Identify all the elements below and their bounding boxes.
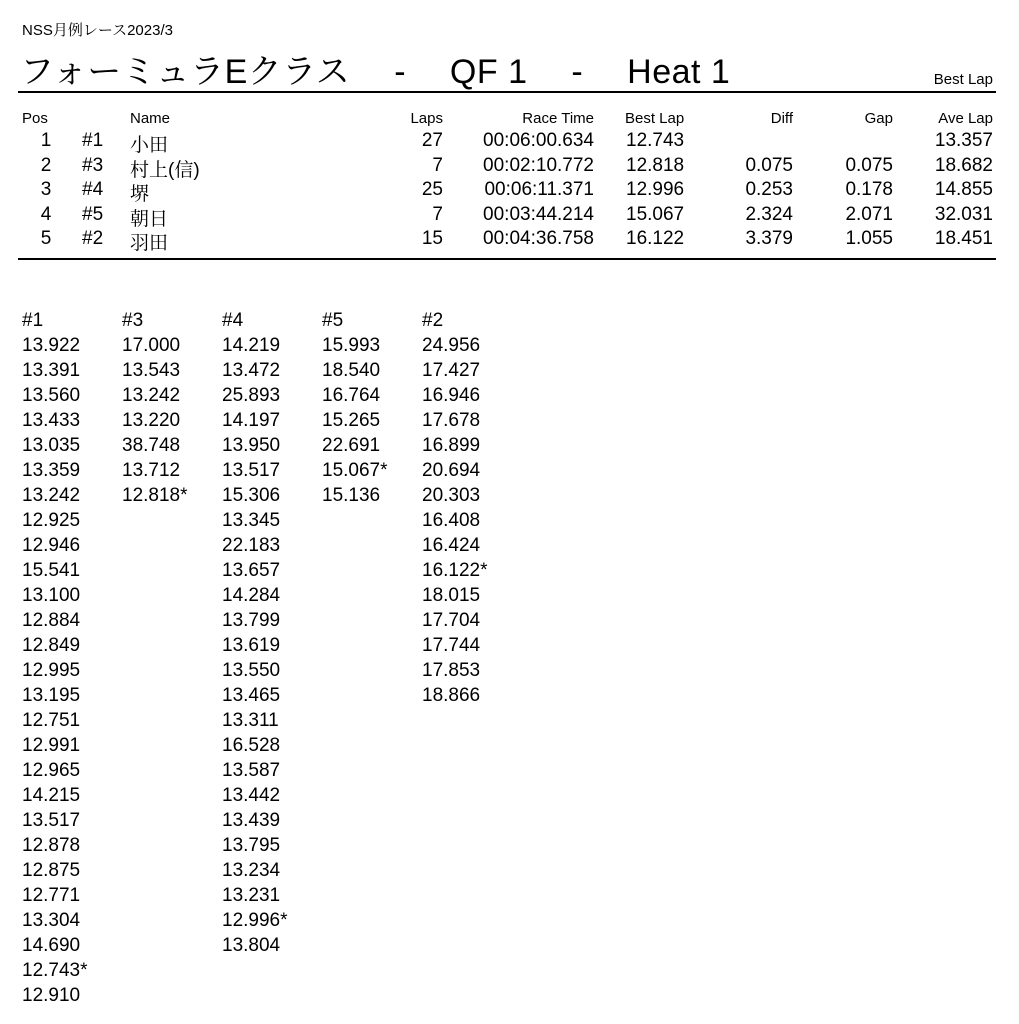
table-row xyxy=(0,228,1019,253)
lap-time: 13.100 xyxy=(22,585,81,606)
result-name: 堺 xyxy=(130,184,150,205)
table-row xyxy=(0,155,1019,180)
lap-time: 15.136 xyxy=(322,485,381,506)
col-name: Name xyxy=(130,110,171,127)
lap-time: 15.306 xyxy=(222,485,281,506)
lap-time: 13.465 xyxy=(222,685,281,706)
result-number: #2 xyxy=(82,228,104,249)
result-number: #4 xyxy=(82,179,104,200)
title-separator: - xyxy=(571,53,584,91)
lap-time: 13.345 xyxy=(222,510,281,531)
title-separator: - xyxy=(394,53,407,91)
result-name: 小田 xyxy=(130,135,169,156)
result-gap: 0.178 xyxy=(845,179,893,200)
lap-time: 13.950 xyxy=(222,435,281,456)
lap-time: 14.215 xyxy=(22,785,81,806)
lap-time: 13.472 xyxy=(222,360,281,381)
lap-time: 14.284 xyxy=(222,585,281,606)
result-laps: 7 xyxy=(432,154,443,176)
lap-time: 13.035 xyxy=(22,435,81,456)
lap-time: 18.866 xyxy=(422,685,481,706)
lap-time: 18.540 xyxy=(322,360,381,381)
result-diff: 2.324 xyxy=(745,203,793,225)
lap-time: 13.234 xyxy=(222,860,281,881)
page-title xyxy=(20,44,730,93)
lap-time: 13.922 xyxy=(22,335,81,356)
lap-time: 13.657 xyxy=(222,560,281,581)
lap-time: 12.771 xyxy=(22,885,81,906)
lap-time: 16.424 xyxy=(422,535,481,556)
lap-time: 15.541 xyxy=(22,560,81,581)
lap-time: 12.946 xyxy=(22,535,81,556)
header-divider xyxy=(18,91,996,93)
col-ave-lap: Ave Lap xyxy=(938,110,993,127)
lap-time: 13.619 xyxy=(222,635,281,656)
lap-time: 15.265 xyxy=(322,410,381,431)
result-pos: 1 xyxy=(40,130,52,151)
lap-time: 13.517 xyxy=(222,460,281,481)
result-number: #5 xyxy=(82,203,104,225)
result-diff: 0.253 xyxy=(745,179,793,200)
result-laps: 25 xyxy=(421,179,443,200)
result-gap: 0.075 xyxy=(845,154,893,176)
lap-time: 13.195 xyxy=(22,685,81,706)
results-table xyxy=(0,110,1019,253)
lap-column xyxy=(422,308,488,708)
result-gap: 1.055 xyxy=(845,228,893,249)
lap-time: 24.956 xyxy=(422,335,481,356)
lap-time: 12.925 xyxy=(22,510,81,531)
result-best-lap: 15.067 xyxy=(626,203,685,225)
lap-time: 16.528 xyxy=(222,735,281,756)
result-race-time: 00:06:11.371 xyxy=(484,179,594,200)
lap-column xyxy=(222,308,288,958)
lap-time: 13.795 xyxy=(222,835,281,856)
col-gap: Gap xyxy=(864,110,893,127)
lap-column-header: #1 xyxy=(22,310,44,331)
lap-time: 13.359 xyxy=(22,460,81,481)
result-best-lap: 16.122 xyxy=(626,228,685,249)
table-row xyxy=(0,130,1019,155)
col-best-lap: Best Lap xyxy=(625,110,685,127)
lap-column-header: #2 xyxy=(422,310,444,331)
lap-time: 12.995 xyxy=(22,660,81,681)
result-best-lap: 12.743 xyxy=(626,130,685,151)
heat-name: Heat 1 xyxy=(627,53,731,91)
lap-time: 16.946 xyxy=(422,385,481,406)
lap-time: 13.550 xyxy=(222,660,281,681)
lap-time: 12.878 xyxy=(22,835,81,856)
lap-time: 17.853 xyxy=(422,660,481,681)
col-race-time: Race Time xyxy=(522,110,594,127)
lap-time: 16.899 xyxy=(422,435,481,456)
result-ave-lap: 14.855 xyxy=(934,179,993,200)
lap-time: 18.015 xyxy=(422,585,481,606)
lap-time: 16.764 xyxy=(322,385,381,406)
table-row xyxy=(0,204,1019,229)
result-race-time: 00:02:10.772 xyxy=(483,154,594,176)
lap-time: 13.712 xyxy=(122,460,181,481)
results-header-row xyxy=(0,110,1019,130)
lap-time: 22.691 xyxy=(322,435,381,456)
result-race-time: 00:06:00.634 xyxy=(483,130,594,151)
lap-time: 13.433 xyxy=(22,410,81,431)
col-pos: Pos xyxy=(22,110,48,127)
result-pos: 2 xyxy=(40,154,52,176)
result-pos: 3 xyxy=(40,179,52,200)
lap-time: 12.751 xyxy=(22,710,81,731)
lap-time: 13.311 xyxy=(222,710,279,731)
result-name: 羽田 xyxy=(130,233,169,254)
lap-time: 12.910 xyxy=(22,985,81,1006)
result-race-time: 00:03:44.214 xyxy=(483,203,594,225)
class-name: フォーミュラEクラス xyxy=(20,53,351,91)
lap-time: 12.965 xyxy=(22,760,81,781)
col-diff: Diff xyxy=(770,110,793,127)
lap-column-header: #5 xyxy=(322,310,344,331)
lap-column xyxy=(122,308,188,508)
lap-time: 38.748 xyxy=(122,435,181,456)
lap-time: 12.991 xyxy=(22,735,81,756)
lap-column-header: #4 xyxy=(222,310,244,331)
result-ave-lap: 32.031 xyxy=(934,203,993,225)
lap-time: 13.391 xyxy=(22,360,81,381)
lap-time: 12.743* xyxy=(22,960,88,981)
lap-time: 22.183 xyxy=(222,535,281,556)
lap-time: 14.197 xyxy=(222,410,281,431)
lap-time: 13.560 xyxy=(22,385,81,406)
result-diff: 0.075 xyxy=(745,154,793,176)
lap-time: 13.543 xyxy=(122,360,181,381)
lap-time: 13.242 xyxy=(22,485,81,506)
lap-time: 14.219 xyxy=(222,335,281,356)
lap-time: 14.690 xyxy=(22,935,81,956)
result-ave-lap: 18.451 xyxy=(934,228,993,249)
result-race-time: 00:04:36.758 xyxy=(483,228,594,249)
lap-time: 12.818* xyxy=(122,485,188,506)
lap-time: 15.067* xyxy=(322,460,388,481)
result-name: 村上(信) xyxy=(130,159,200,181)
result-number: #3 xyxy=(82,154,104,176)
lap-time: 25.893 xyxy=(222,385,281,406)
lap-time: 13.439 xyxy=(222,810,281,831)
lap-time: 13.587 xyxy=(222,760,281,781)
result-diff: 3.379 xyxy=(745,228,793,249)
event-name: NSS月例レース2023/3 xyxy=(22,22,173,39)
lap-time: 13.304 xyxy=(22,910,81,931)
lap-time: 13.799 xyxy=(222,610,281,631)
result-laps: 27 xyxy=(421,130,443,151)
sort-label: Best Lap xyxy=(933,71,993,88)
result-name: 朝日 xyxy=(130,208,169,230)
result-best-lap: 12.996 xyxy=(626,179,685,200)
lap-time: 17.000 xyxy=(122,335,181,356)
result-laps: 15 xyxy=(421,228,443,249)
lap-time: 16.408 xyxy=(422,510,481,531)
lap-time: 15.993 xyxy=(322,335,381,356)
result-ave-lap: 18.682 xyxy=(934,154,993,176)
result-pos: 4 xyxy=(40,203,52,225)
col-laps: Laps xyxy=(410,110,443,127)
lap-time: 12.849 xyxy=(22,635,81,656)
result-best-lap: 12.818 xyxy=(626,154,685,176)
result-pos: 5 xyxy=(40,228,52,249)
lap-time: 13.220 xyxy=(122,410,181,431)
lap-time: 17.744 xyxy=(422,635,481,656)
lap-column-header: #3 xyxy=(122,310,144,331)
lap-time: 13.804 xyxy=(222,935,281,956)
lap-time: 13.242 xyxy=(122,385,181,406)
lap-time: 17.704 xyxy=(422,610,481,631)
lap-column xyxy=(22,308,88,1008)
lap-column xyxy=(322,308,388,508)
lap-time: 13.442 xyxy=(222,785,281,806)
table-row xyxy=(0,179,1019,204)
result-laps: 7 xyxy=(432,203,443,225)
result-ave-lap: 13.357 xyxy=(934,130,993,151)
lap-time: 12.875 xyxy=(22,860,81,881)
result-number: #1 xyxy=(82,130,104,151)
round-name: QF 1 xyxy=(449,53,528,91)
result-gap: 2.071 xyxy=(845,203,893,225)
lap-time: 13.231 xyxy=(222,885,281,906)
lap-time: 20.694 xyxy=(422,460,481,481)
lap-time: 17.678 xyxy=(422,410,481,431)
lap-time: 13.517 xyxy=(22,810,81,831)
lap-time: 20.303 xyxy=(422,485,481,506)
lap-time: 12.996* xyxy=(222,910,288,931)
lap-time: 12.884 xyxy=(22,610,81,631)
lap-time: 16.122* xyxy=(422,560,488,581)
lap-time: 17.427 xyxy=(422,360,481,381)
results-divider xyxy=(18,258,996,260)
